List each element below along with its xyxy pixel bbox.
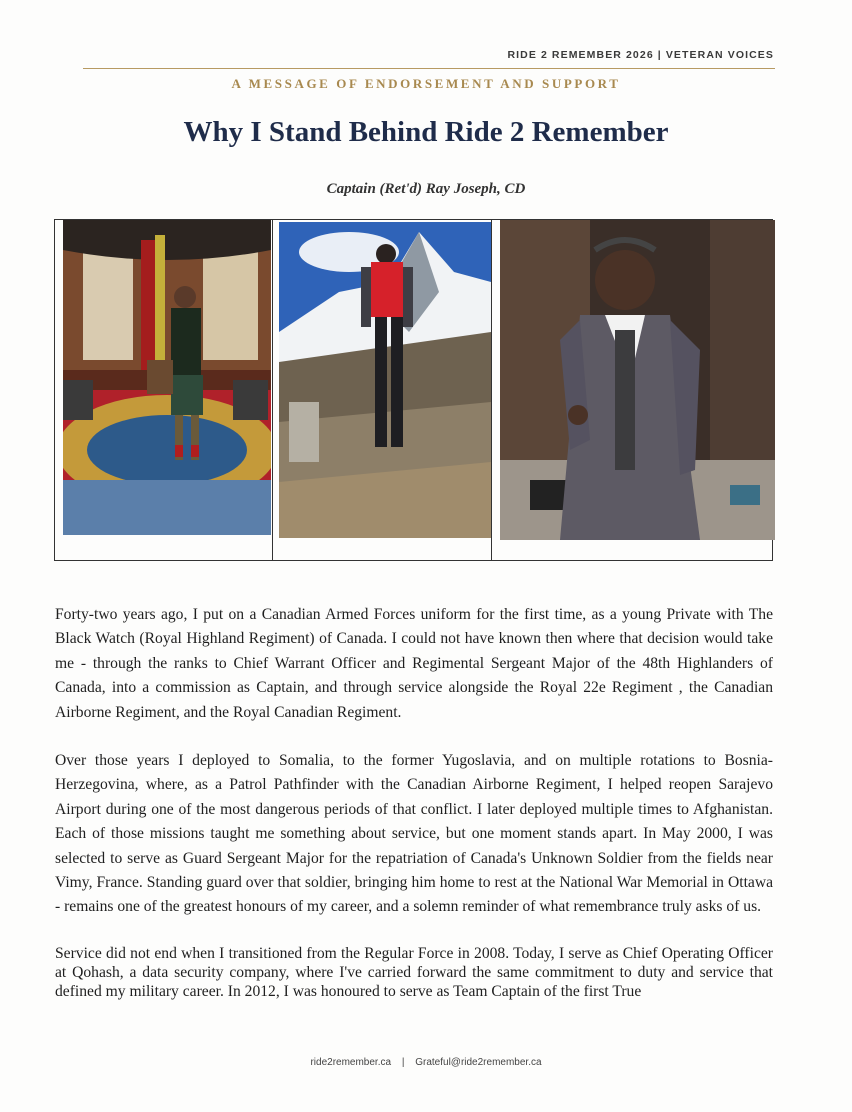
footer-email-link[interactable]: Grateful@ride2remember.ca (415, 1057, 542, 1068)
paragraph-2: Over those years I deployed to Somalia, to the former Yugoslavia, and on multiple rotations to Bosnia-Herzegovina, where, as a Patrol Pathfinder with the Canadian Airborne Regiment, I helped reopen Sarajevo Airport during one of the most dangerous periods of that conflict. I later deployed multiple times to Afghanistan. Each of those missions taught me something about service, but one moment stands apart. In May 2000, I was selected to serve as Guard Sergeant Major for the repatriation of Canada's Unknown Soldier from the fields near Vimy, France. Standing guard over that soldier, bringing him home to rest at the National War Memorial in Ottawa - remains one of the greatest honours of my career, and a solemn reminder of what remembrance truly asks of us. (55, 752, 773, 916)
photo-cell-2 (272, 220, 491, 560)
photo-table (54, 219, 773, 561)
photo-cell-1 (55, 220, 272, 560)
article-body (55, 603, 773, 1025)
byline: Captain (Ret'd) Ray Joseph, CD (326, 181, 526, 197)
header-rule (83, 68, 775, 69)
paragraph-3: Service did not end when I transitioned from the Regular Force in 2008. Today, I serve as Chief Operating Officer at Qohash, a data security company, where I've carried forward the same commitment to duty and service that defined my military career. In 2012, I was honoured to serve as Team Captain of the first True (55, 944, 773, 1000)
header-label: RIDE 2 REMEMBER 2026 | VETERAN VOICES (507, 49, 774, 61)
kicker: A MESSAGE OF ENDORSEMENT AND SUPPORT (231, 76, 621, 91)
photo-ceremonial-uniform-icon (63, 220, 271, 535)
paragraph-1: Forty-two years ago, I put on a Canadian Armed Forces uniform for the first time, as a young Private with The Black Watch (Royal Highland Regiment) of Canada. I could not have known then where that decision would take me - through the ranks to Chief Warrant Officer and Regimental Sergeant Major of the 48th Highlanders of Canada, into a commission as Captain, and through service alongside the Royal 22e Regiment , the Canadian Airborne Regiment, and the Royal Canadian Regiment. (55, 606, 773, 721)
photo-speaker-presentation-icon (500, 220, 775, 540)
photo-cell-3 (491, 220, 772, 560)
page-title: Why I Stand Behind Ride 2 Remember (183, 116, 669, 148)
footer (0, 1057, 852, 1068)
photo-mountain-trek-icon (279, 222, 491, 538)
footer-website-link[interactable]: ride2remember.ca (310, 1057, 392, 1068)
footer-separator: | (401, 1057, 405, 1068)
